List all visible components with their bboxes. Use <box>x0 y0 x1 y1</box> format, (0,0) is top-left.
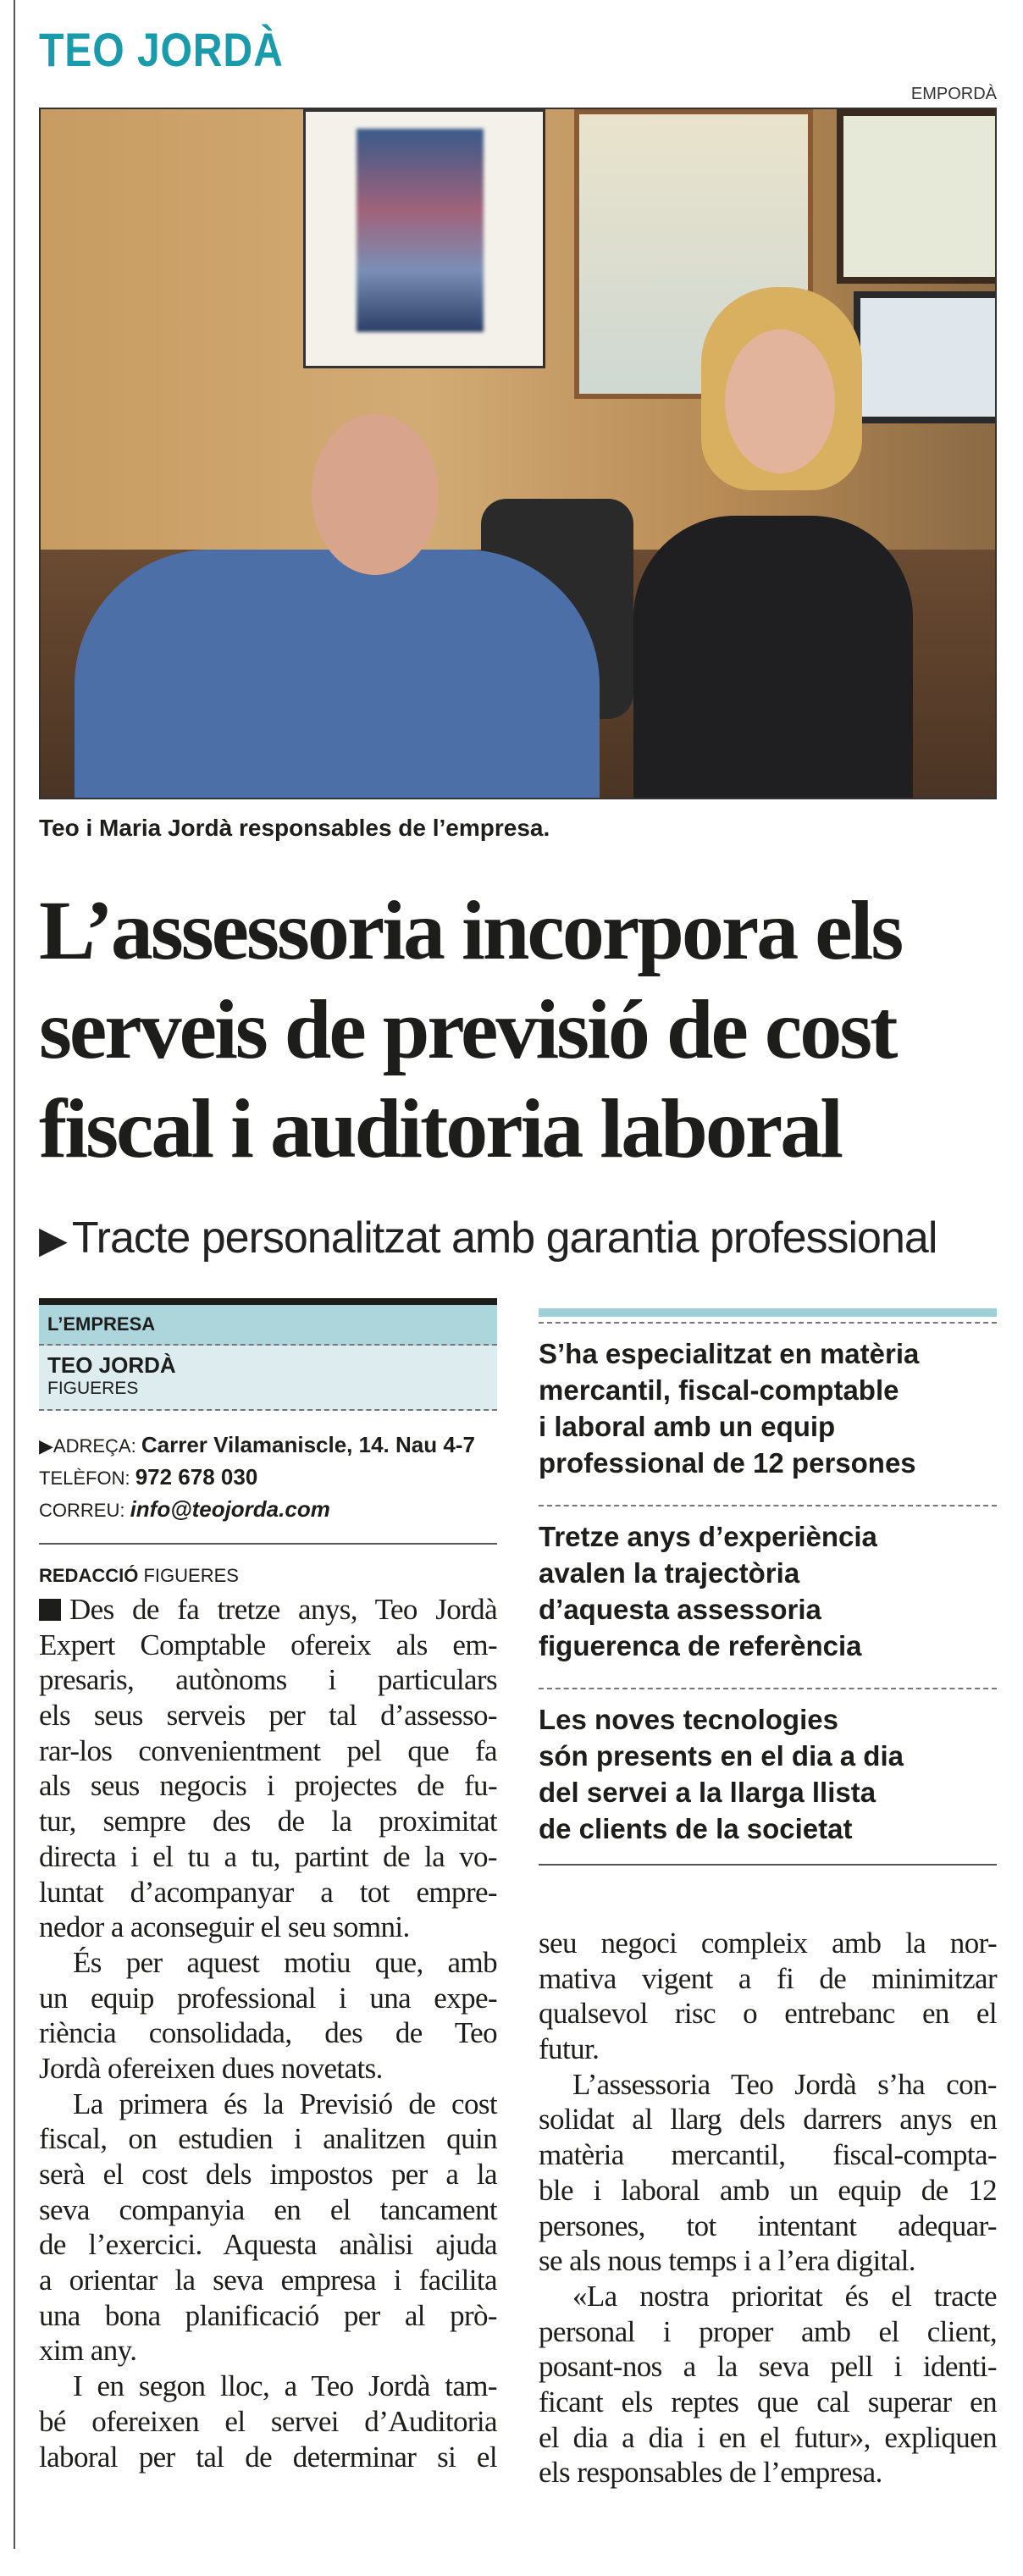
headline-line: serveis de previsió de cost <box>39 982 896 1076</box>
highlight-item <box>539 1688 997 1862</box>
body-line: «La nostra prioritat és el tracte <box>572 2279 997 2313</box>
body-line: rar-los convenientment pel que fa <box>39 1733 497 1767</box>
painting <box>303 109 545 368</box>
address-label: ADREÇA: <box>53 1435 136 1457</box>
highlight-line: d’aquesta assessoria <box>539 1594 821 1625</box>
body-line: una bona planificació per al prò- <box>39 2298 497 2332</box>
body-line: Expert Comptable ofereix als em- <box>39 1628 497 1661</box>
framed-certificate <box>854 291 997 423</box>
body-line: xim any. <box>39 2334 137 2368</box>
highlight-line: mercantil, fiscal-comptable <box>539 1374 899 1406</box>
body-line: luntat d’acompanyar a tot empre- <box>39 1875 497 1909</box>
body-line: el dia a dia i en el futur», expliquen <box>539 2420 997 2454</box>
body-line: matèria mercantil, fiscal-compta- <box>539 2138 997 2172</box>
article-photo <box>39 108 997 799</box>
region-label: EMPORDÀ <box>910 85 997 103</box>
body-line: riència consolidada, des de Teo <box>39 2016 497 2050</box>
email-label: CORREU: <box>39 1500 125 1521</box>
photo-caption: Teo i Maria Jordà responsables de l’empresa. <box>39 815 550 841</box>
body-line: de l’exercici. Aquesta anàlisi ajuda <box>39 2228 497 2262</box>
body-line: posant-nos a la seva pell i identi- <box>539 2350 997 2384</box>
subheadline <box>39 1213 937 1263</box>
body-line: se als nous temps i a l’era digital. <box>539 2244 915 2278</box>
subheadline-text: Tracte personalitzat amb garantia professional <box>71 1213 937 1263</box>
box-top-bar <box>39 1298 497 1305</box>
highlight-line: i laboral amb un equip <box>539 1411 836 1442</box>
body-line: solidat al llarg dels darrers anys en <box>539 2103 997 2137</box>
framed-certificate <box>837 109 997 284</box>
company-name: TEO JORDÀ <box>47 1352 176 1378</box>
body-line: nedor a aconseguir el seu somni. <box>39 1910 410 1944</box>
highlight-line: professional de 12 persones <box>539 1447 916 1479</box>
phone-value[interactable]: 972 678 030 <box>135 1464 258 1490</box>
divider <box>539 1864 997 1866</box>
highlight-line: del servei a la llarga llista <box>539 1777 876 1808</box>
body-line: qualsevol risc o entrebanc en el <box>539 1997 997 2031</box>
person-woman <box>633 516 913 799</box>
highlight-line: Tretze anys d’experiència <box>539 1521 877 1552</box>
body-line: els seus serveis per tal d’assesso- <box>39 1699 497 1733</box>
headline-line: fiscal i auditoria laboral <box>39 1081 841 1175</box>
body-line: a orientar la seva empresa i facilita <box>39 2264 497 2297</box>
headline <box>39 881 1004 1178</box>
section-title: TEO JORDÀ <box>39 23 284 76</box>
body-line: És per aquest motiu que, amb <box>73 1945 497 1979</box>
address-value: Carrer Vilamaniscle, 14. Nau 4-7 <box>141 1432 475 1457</box>
contacts <box>39 1411 497 1543</box>
person-woman-face <box>725 329 835 473</box>
highlight-line: avalen la trajectòria <box>539 1557 800 1589</box>
box-label: L’EMPRESA <box>39 1305 497 1346</box>
body-column-right <box>539 1926 997 2490</box>
highlight-line: de clients de la societat <box>539 1813 853 1844</box>
phone-row <box>39 1462 497 1494</box>
body-line: L’assessoria Teo Jordà s’ha con- <box>572 2067 997 2101</box>
byline-place: FIGUERES <box>143 1565 239 1586</box>
body-line <box>39 1592 497 1628</box>
body-line: I en segon lloc, a Teo Jordà tam- <box>73 2369 497 2403</box>
person-man <box>75 550 600 799</box>
triangle-right-icon: ▶ <box>39 1219 67 1261</box>
body-line: serà el cost dels impostos per a la <box>39 2158 497 2191</box>
highlight-item <box>539 1505 997 1679</box>
person-man-head <box>312 414 439 575</box>
body-line: ficant els reptes que cal superar en <box>539 2385 997 2418</box>
highlight-item <box>539 1322 997 1496</box>
company-city: FIGUERES <box>47 1379 139 1398</box>
body-line: mativa vigent a fi de minimitzar <box>539 1961 997 1995</box>
body-line: Jordà ofereixen dues novetats. <box>39 2051 383 2085</box>
highlight-line: Les noves tecnologies <box>539 1704 838 1735</box>
company-block <box>39 1346 497 1411</box>
body-line: persones, tot intentant adequar- <box>539 2208 997 2242</box>
body-column-left <box>39 1592 497 2474</box>
body-line: La primera és la Previsió de cost <box>73 2087 497 2120</box>
highlight-line: figuerenca de referència <box>539 1630 862 1661</box>
body-line: laboral per tal de determinar si el <box>39 2440 497 2474</box>
phone-label: TELÈFON: <box>39 1468 130 1489</box>
paragraph-square-icon <box>39 1599 61 1621</box>
highlight-line: són presents en el dia a dia <box>539 1740 904 1772</box>
body-line: fiscal, on estudien i analitzen quin <box>39 2122 497 2156</box>
body-line: un equip professional i una expe- <box>39 1981 497 2015</box>
divider <box>39 1543 497 1545</box>
body-line: bé ofereixen el servei d’Auditoria <box>39 2404 497 2438</box>
highlights <box>539 1308 997 1866</box>
body-line: els responsables de l’empresa. <box>539 2456 882 2490</box>
email-row <box>39 1494 497 1526</box>
page-margin-rule <box>14 0 15 2549</box>
body-line: seu negoci compleix amb la nor- <box>539 1926 997 1960</box>
body-line: personal i proper amb el client, <box>539 2314 997 2348</box>
body-text: Des de fa tretze anys, Teo Jordà <box>69 1593 497 1626</box>
body-line: presaris, autònoms i particulars <box>39 1663 497 1697</box>
body-line: tur, sempre des de la proximitat <box>39 1805 497 1838</box>
body-line: ble i laboral amb un equip de 12 <box>539 2173 997 2207</box>
triangle-right-icon: ▶ <box>39 1435 53 1457</box>
byline <box>39 1565 239 1587</box>
byline-author: REDACCIÓ <box>39 1565 139 1586</box>
highlight-line: S’ha especialitzat en matèria <box>539 1338 920 1369</box>
email-link[interactable]: info@teojorda.com <box>130 1496 330 1522</box>
body-line: als seus negocis i projectes de fu- <box>39 1769 497 1803</box>
highlights-top-bar <box>539 1308 997 1317</box>
body-line: seva companyia en el tancament <box>39 2192 497 2226</box>
body-line: futur. <box>539 2032 600 2066</box>
company-info-box <box>39 1298 497 1545</box>
address-row <box>39 1429 497 1462</box>
body-line: directa i el tu a tu, partint de la vo- <box>39 1839 497 1873</box>
headline-line: L’assessoria incorpora els <box>39 883 902 977</box>
